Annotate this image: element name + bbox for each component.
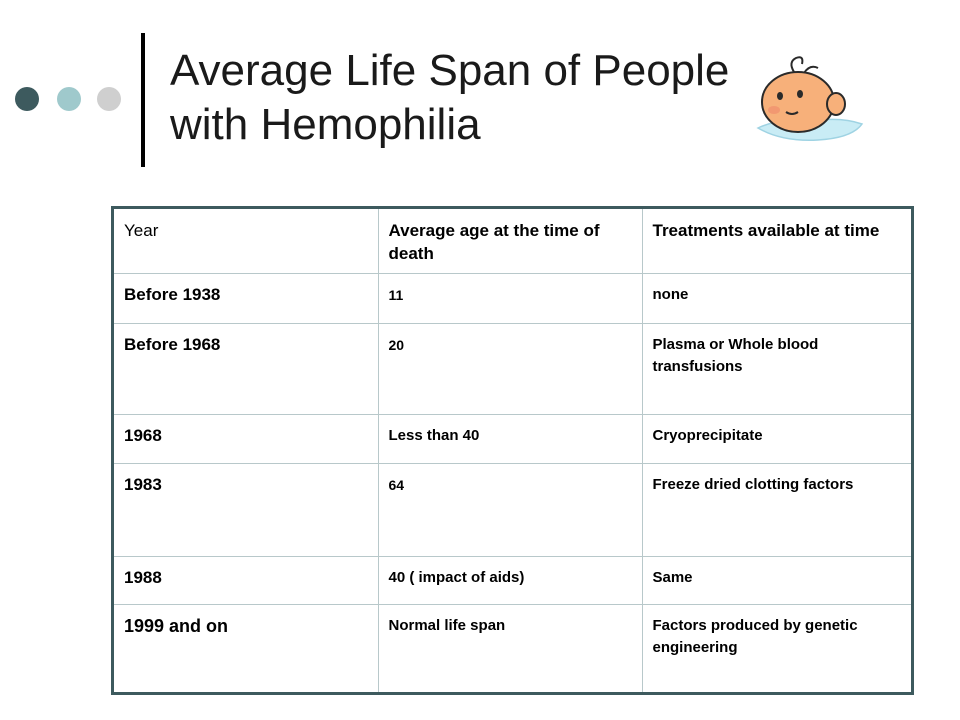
age-cell: Normal life span bbox=[378, 604, 642, 692]
decor-dot-dark bbox=[15, 87, 39, 111]
life-span-table-frame bbox=[111, 206, 914, 695]
table-row bbox=[114, 323, 911, 414]
baby-face-icon bbox=[748, 52, 870, 144]
treatment-cell: Same bbox=[642, 556, 911, 604]
year-cell: 1999 and on bbox=[114, 604, 378, 692]
header-year: Year bbox=[114, 209, 378, 273]
age-cell: 20 bbox=[378, 323, 642, 414]
treatment-cell: Plasma or Whole blood transfusions bbox=[642, 323, 911, 414]
life-span-table bbox=[114, 209, 911, 692]
title-divider bbox=[141, 33, 145, 167]
decor-dot-teal bbox=[57, 87, 81, 111]
slide-title: Average Life Span of People with Hemophilia bbox=[170, 46, 730, 149]
table-row bbox=[114, 556, 911, 604]
header-average-age: Average age at the time of death bbox=[378, 209, 642, 273]
age-cell: 11 bbox=[378, 273, 642, 323]
decor-dot-gray bbox=[97, 87, 121, 111]
year-cell: Before 1938 bbox=[114, 273, 378, 323]
table-header-row bbox=[114, 209, 911, 273]
year-cell: 1983 bbox=[114, 463, 378, 556]
table-row bbox=[114, 463, 911, 556]
treatment-cell: Factors produced by genetic engineering bbox=[642, 604, 911, 692]
year-cell: 1968 bbox=[114, 414, 378, 463]
table-row bbox=[114, 273, 911, 323]
header-treatments: Treatments available at time bbox=[642, 209, 911, 273]
treatment-cell: Freeze dried clotting factors bbox=[642, 463, 911, 556]
table-row bbox=[114, 414, 911, 463]
treatment-cell: none bbox=[642, 273, 911, 323]
year-cell: 1988 bbox=[114, 556, 378, 604]
table-row bbox=[114, 604, 911, 692]
year-cell: Before 1968 bbox=[114, 323, 378, 414]
age-cell: 64 bbox=[378, 463, 642, 556]
age-cell: Less than 40 bbox=[378, 414, 642, 463]
treatment-cell: Cryoprecipitate bbox=[642, 414, 911, 463]
age-cell: 40 ( impact of aids) bbox=[378, 556, 642, 604]
